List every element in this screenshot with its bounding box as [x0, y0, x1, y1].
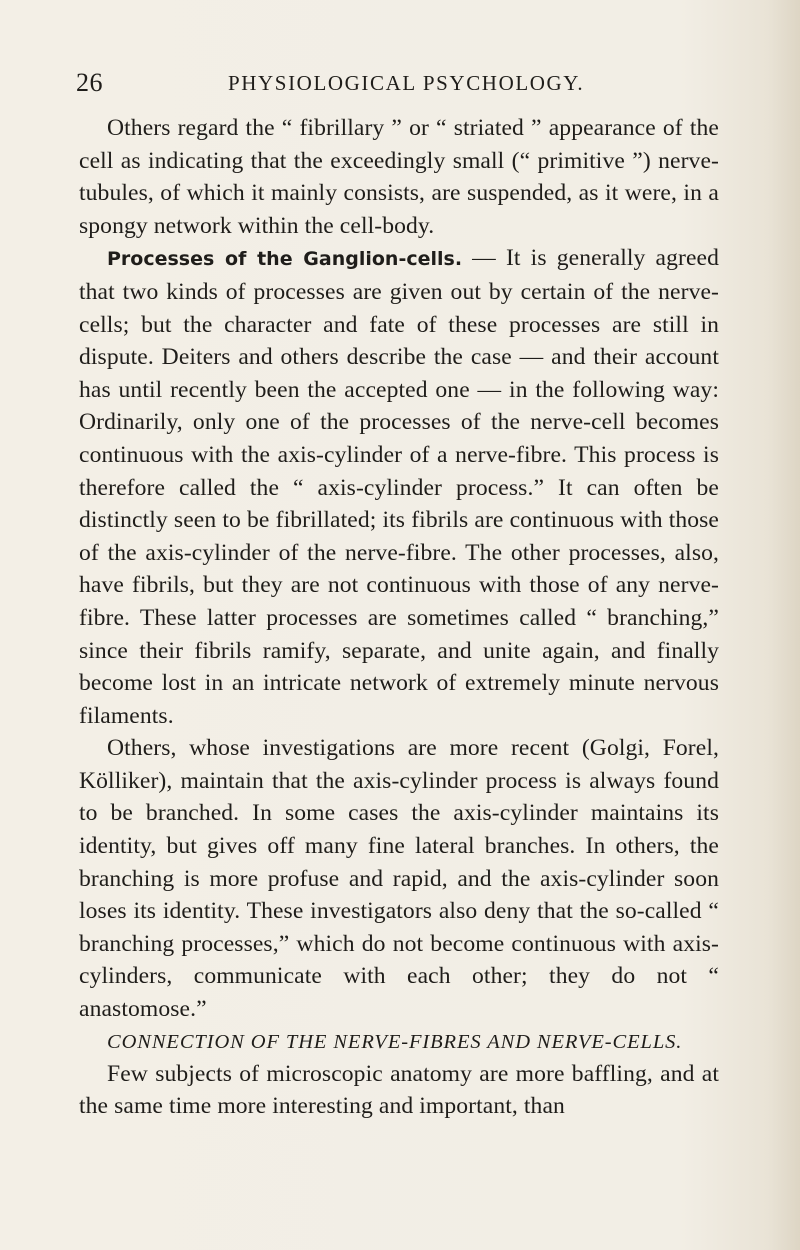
section-heading: CONNECTION OF THE NERVE-FIBRES AND NERVE-CELLS.	[107, 1030, 683, 1053]
paragraph-processes	[79, 242, 719, 732]
paragraph-fibrillary: Others regard the “ fibrillary ” or “ striated ” appearance of the cell as indicating that the exceedingly small (“ primitive ”) nerve-tubules, of which it mainly consists, are suspended, as it were, in a spongy network within the cell-body.	[79, 115, 719, 239]
page-number: 26	[76, 68, 103, 97]
paragraph-few-subjects: Few subjects of microscopic anatomy are more baffling, and at the same time more interesting and important, than	[79, 1060, 719, 1120]
paragraph-lead-heading: Processes of the Ganglion-cells.	[107, 248, 463, 271]
running-title: PHYSIOLOGICAL PSYCHOLOGY.	[228, 71, 585, 95]
body-text	[79, 112, 719, 1123]
page-header	[76, 68, 726, 108]
paragraph-golgi: Others, whose investigations are more recent (Golgi, Forel, Kölliker), maintain that the axis-cylinder process is always found to be branched. In some cases the axis-cylinder maintains its identity, but gives off many fine lateral branches. In others, the branching is more profuse and rapid, and the axis-cylinder soon loses its identity. These investigators also deny that the so-called “ branching processes,” which do not become continuous with axis-cylinders, communicate with each other; they do not “ anastomose.”	[79, 735, 719, 1023]
paragraph-processes-text: — It is generally agreed that two kinds of processes are given out by certain of the nerve-cells; but the character and fate of these processes are still in dispute. Deiters and others describe the case — and their account has until recently been the accepted one — in the following way: Ordinarily, only one of the processes of the nerve-cell becomes continuous with the axis-cylinder of a nerve-fibre. This process is therefore called the “ axis-cylinder process.” It can often be distinctly seen to be fibrillated; its fibrils are continuous with those of the axis-cylinder of the nerve-fibre. The other processes, also, have fibrils, but they are not continuous with those of any nerve-fibre. These latter processes are sometimes called “ branching,” since their fibrils ramify, separate, and unite again, and finally become lost in an intricate network of extremely minute nervous filaments.	[79, 245, 719, 729]
